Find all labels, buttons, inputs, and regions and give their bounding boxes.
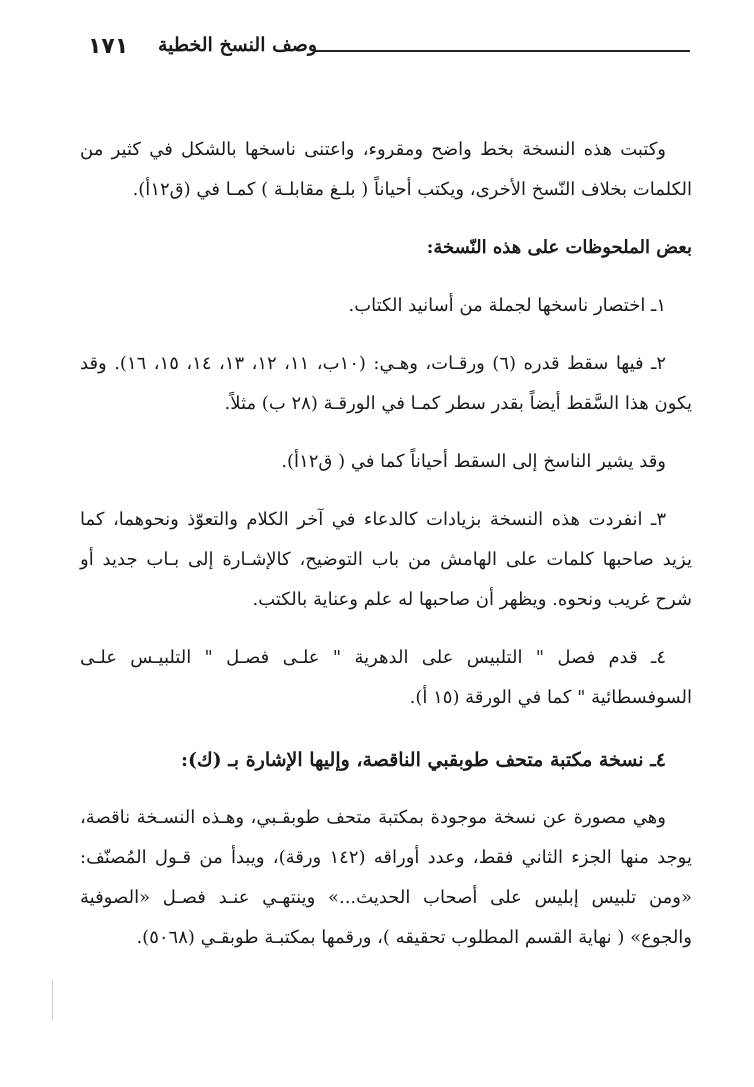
section-4-heading: ٤ـ نسخة مكتبة متحف طوبقبي الناقصة، وإليها الإشارة بـ (ك): bbox=[180, 749, 666, 771]
page-body bbox=[80, 130, 692, 958]
note-2: ٢ـ فيها سقط قدره (٦) ورقـات، وهـي: (١٠ب، ١١، ١٢، ١٣، ١٤، ١٥، ١٦). وقد يكون هذا السَّقط أيضاً بقدر سطر كمـا في الورقـة (٢٨ ب) مثلاً. bbox=[80, 353, 692, 414]
notes-heading: بعض الملحوظات على هذه النّسخة: bbox=[426, 237, 692, 258]
running-title: وصف النسخ الخطية bbox=[158, 34, 318, 56]
header-rule bbox=[313, 50, 690, 52]
intro-paragraph: وكتبت هذه النسخة بخط واضح ومقروء، واعتنى ناسخها بالشكل في كثير من الكلمات بخلاف النّسخ الأخرى، ويكتب أحياناً ( بلـغ مقابلـة ) كمـا في (ق١٢أ). bbox=[80, 139, 692, 200]
note-3: ٣ـ انفردت هذه النسخة بزيادات كالدعاء في آخر الكلام والتعوّذ ونحوهما، كما يزيد صاحبها كلمات على الهامش من باب التوضيح، كالإشـارة إلى بـاب جديد أو شرح غريب ونحوه. ويظهر أن صاحبها له علم وعناية بالكتب. bbox=[80, 509, 692, 610]
section-4-paragraph: وهي مصورة عن نسخة موجودة بمكتبة متحف طوبقـبي، وهـذه النسـخة ناقصة، يوجد منها الجزء الثاني فقط، وعدد أوراقه (١٤٢ ورقة)، ويبدأ من قـول المُصنّف: «ومن تلبيس إبليس على أصحاب الحديث...» وينتهـي عنـد فصـل «الصوفية والجوع» ( نهاية القسم المطلوب تحقيقه )، ورقمها بمكتبـة طوبقـي (٥٠٦٨). bbox=[80, 807, 692, 948]
running-header bbox=[88, 30, 690, 66]
margin-mark bbox=[52, 980, 53, 1020]
note-4: ٤ـ قدم فصل " التلبيس على الدهرية " علـى فصـل " التلبيـس علـى السوفسطائية " كما في الورقة (١٥ أ). bbox=[80, 647, 692, 708]
note-1: ١ـ اختصار ناسخها لجملة من أسانيد الكتاب. bbox=[348, 295, 666, 316]
note-2-continued: وقد يشير الناسخ إلى السقط أحياناً كما في ( ق١٢أ). bbox=[281, 451, 666, 472]
page-number: ١٧١ bbox=[88, 34, 129, 59]
